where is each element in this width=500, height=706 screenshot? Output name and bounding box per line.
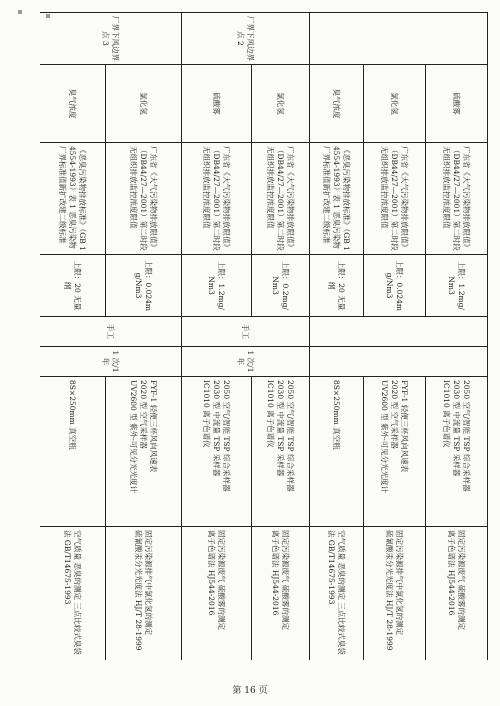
analysis-method-cell: 固定污染源排气中氯化氢的测定 硫氰酸汞分光光度法 HJ/T 28-1999 (364, 527, 426, 661)
frequency-cell: 1 次/1 年 (40, 347, 182, 377)
table-frame (40, 12, 488, 660)
standard-cell: 广东省《大气污染物排放限值》（DB44/27—2001）第二时段无组织排放监控浓度限值 (106, 143, 182, 255)
instrument-cell: FYF-1 轻便三杯风向风速表 2020 型 空气采样器 UV2600 型 紫外-可见分光光度计 (364, 377, 426, 527)
instrument-cell: 8S×250mm 真空瓶 (40, 377, 106, 527)
table-viewport (40, 12, 488, 660)
instrument-cell: 2050 空气/智能 TSP 综合采样器 2030 型 中流量 TSP 采样器 IC1010 离子色谱仪 (426, 377, 488, 527)
analysis-method-cell: 固定污染源废气 硫酸雾的测定 离子色谱法 HJ544-2016 (252, 527, 310, 661)
item-cell: 硫酸雾 (426, 65, 488, 143)
instrument-cell: 8S×250mm 真空瓶 (310, 377, 364, 527)
limit-cell: 上限：20 无量纲 (310, 255, 364, 317)
item-cell: 氯化氢 (364, 65, 426, 143)
monitoring-point-cell: 厂界下风边界点 2 (182, 13, 310, 65)
limit-cell: 上限：1.2mg/Nm3 (182, 255, 252, 317)
method-cell: 手工 (40, 317, 182, 347)
monitoring-point-cell: 厂界下风边界点 3 (40, 13, 182, 65)
instrument-cell: 2050 空气/智能 TSP 综合采样器 2030 型 中流量 TSP 采样器 IC1010 离子色谱仪 (182, 377, 252, 527)
analysis-method-cell: 固定污染源排气中氯化氢的测定 硫氰酸汞分光光度法 HJ/T 28-1999 (106, 527, 182, 661)
analysis-method-cell: 空气质量 恶臭的测定 三点比较式臭袋法 GB/T14675-1993 (310, 527, 364, 661)
table-row (252, 13, 310, 661)
instrument-cell: 2050 空气/智能 TSP 综合采样器 2030 型 中流量 TSP 采样器 IC1010 离子色谱仪 (252, 377, 310, 527)
monitoring-point-cell (310, 13, 488, 65)
standard-cell: 广东省《大气污染物排放限值》（DB44/27—2001）第二时段无组织排放监控浓度限值 (182, 143, 252, 255)
analysis-method-cell: 固定污染源废气 硫酸雾的测定 离子色谱法 HJ544-2016 (182, 527, 252, 661)
standard-cell: 广东省《大气污染物排放限值》（DB44/27—2001）第二时段无组织排放监控浓度限值 (426, 143, 488, 255)
item-cell: 氯化氢 (252, 65, 310, 143)
item-cell: 硫酸雾 (182, 65, 252, 143)
table-row (426, 13, 488, 661)
item-cell: 臭气浓度 (40, 65, 106, 143)
limit-cell: 上限：0.024mg/Nm3 (106, 255, 182, 317)
limit-cell: 上限：1.2mg/Nm3 (426, 255, 488, 317)
standard-cell: 广东省《大气污染物排放限值》（DB44/27—2001）第二时段无组织排放监控浓度限值 (252, 143, 310, 255)
item-cell: 臭气浓度 (310, 65, 364, 143)
standard-cell: 《恶臭污染物排放标准》（GB 14554-1993）表 1 恶臭污染物厂界标准值新扩改建二级标准 (40, 143, 106, 255)
instrument-cell: FYF-1 轻便三杯风向风速表 2020 型 空气采样器 UV2600 型 紫外-可见分光光度计 (106, 377, 182, 527)
analysis-method-cell: 固定污染源废气 硫酸雾的测定 离子色谱法 HJ544-2016 (426, 527, 488, 661)
standard-cell: 《恶臭污染物排放标准》（GB 14554-1993）表 1 恶臭污染物厂界标准值新扩改建二级标准 (310, 143, 364, 255)
item-cell: 氯化氢 (106, 65, 182, 143)
page-number: 第 16 页 (232, 686, 268, 696)
analysis-method-cell: 空气质量 恶臭的测定 三点比较式臭袋法 GB/T14675-1993 (40, 527, 106, 661)
method-cell: 手工 (182, 317, 310, 347)
table-row (106, 13, 182, 661)
method-cell (310, 317, 488, 347)
scan-mark (18, 10, 22, 14)
limit-cell: 上限：0.2mg/Nm3 (252, 255, 310, 317)
frequency-cell: 1 次/1 年 (182, 347, 310, 377)
limit-cell: 上限：0.024mg/Nm3 (364, 255, 426, 317)
monitoring-table (40, 12, 488, 660)
limit-cell: 上限：20 无量纲 (40, 255, 106, 317)
standard-cell: 广东省《大气污染物排放限值》（DB44/27—2001）第二时段无组织排放监控浓度限值 (364, 143, 426, 255)
frequency-cell (310, 347, 488, 377)
